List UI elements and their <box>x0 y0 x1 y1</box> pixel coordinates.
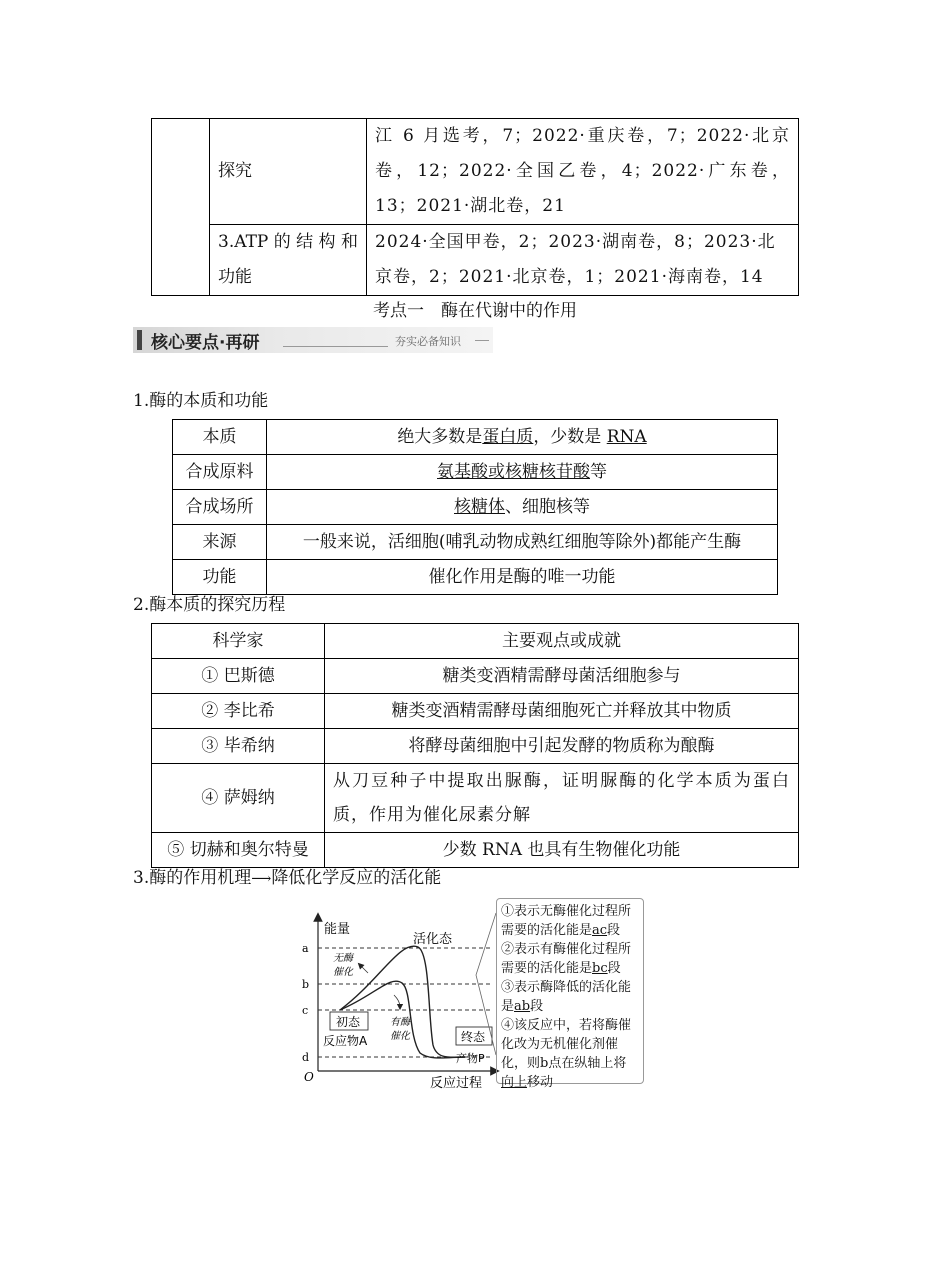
y-axis-label: 能量 <box>324 922 351 937</box>
discovery-history-table <box>151 623 799 868</box>
row-value: 催化作用是酶的唯一功能 <box>267 560 778 595</box>
heading-1: 1.酶的本质和功能 <box>133 391 269 411</box>
note-text: ③表示酶降低的活化能是 <box>501 980 632 1014</box>
initial-state-label: 初态 <box>336 1015 361 1029</box>
row-label: 合成原料 <box>173 455 267 490</box>
underlined-answer: 氨基酸或核糖核苷酸 <box>437 462 590 482</box>
achievement-cell: 从刀豆种子中提取出脲酶，证明脲酶的化学本质为蛋白质，作用为催化尿素分解 <box>325 764 799 833</box>
table-row <box>173 420 778 455</box>
section-banner <box>133 327 493 353</box>
pointer-arrow-icon <box>360 965 368 973</box>
text: 等 <box>590 462 607 482</box>
note-text: 段 <box>530 999 544 1014</box>
scientist-cell: ⑤ 切赫和奥尔特曼 <box>152 833 325 868</box>
achievement-cell: 少数 RNA 也具有生物催化功能 <box>325 833 799 868</box>
final-state-label: 终态 <box>461 1030 486 1044</box>
note-item <box>501 978 639 1016</box>
note-text: ②表示有酶催化过程所需要的活化能是 <box>501 942 632 976</box>
row-value <box>267 490 778 525</box>
table-row <box>173 525 778 560</box>
enzyme-nature-table <box>172 419 778 595</box>
level-d-label: d <box>302 1051 310 1064</box>
table-row <box>152 729 799 764</box>
banner-rule-end <box>475 340 489 341</box>
table-row <box>152 694 799 729</box>
topic-cell: 3.ATP 的 结 构 和 功能 <box>210 225 367 296</box>
underlined-answer: bc <box>592 961 608 976</box>
table-row <box>173 490 778 525</box>
text: ，少数是 <box>533 427 607 447</box>
achievement-cell: 糖类变酒精需酵母菌活细胞参与 <box>325 659 799 694</box>
banner-subtitle: 夯实必备知识 <box>395 335 461 348</box>
level-c-label: c <box>302 1004 309 1017</box>
table-row <box>152 225 799 296</box>
row-value <box>267 455 778 490</box>
activation-energy-diagram <box>290 895 500 1090</box>
table-row <box>173 455 778 490</box>
underlined-answer: ac <box>592 923 608 938</box>
scientist-cell: ④ 萨姆纳 <box>152 764 325 833</box>
scientist-cell: ② 李比希 <box>152 694 325 729</box>
right-arrow-icon: ⟶ <box>251 871 272 887</box>
column-header: 科学家 <box>152 624 325 659</box>
achievement-cell: 糖类变酒精需酵母菌细胞死亡并释放其中物质 <box>325 694 799 729</box>
row-label: 来源 <box>173 525 267 560</box>
row-label: 本质 <box>173 420 267 455</box>
topic-cell: 探究 <box>210 119 367 225</box>
heading-3-text: 3.酶的作用机理 <box>133 868 252 888</box>
note-text: 段 <box>607 923 621 938</box>
diagram-notes-box <box>496 898 644 1090</box>
note-text: 段 <box>607 961 621 976</box>
underlined-answer: ab <box>514 999 531 1014</box>
achievement-cell: 将酵母菌细胞中引起发酵的物质称为酿酶 <box>325 729 799 764</box>
product-label: 产物P <box>456 1052 485 1065</box>
underlined-answer: 向上 <box>501 1075 528 1090</box>
note-text: 移动 <box>527 1075 554 1090</box>
origin-label: O <box>304 1070 314 1084</box>
row-label: 功能 <box>173 560 267 595</box>
column-header: 主要观点或成就 <box>325 624 799 659</box>
no-enzyme-label: 无酶催化 <box>333 953 353 978</box>
table-cell-empty <box>152 119 210 296</box>
underlined-answer: RNA <box>606 427 647 447</box>
row-value <box>267 420 778 455</box>
table-row <box>152 764 799 833</box>
heading-3-text: 降低化学反应的活化能 <box>271 868 442 888</box>
banner-title: 核心要点·再研 <box>151 333 260 353</box>
scientist-cell: ③ 毕希纳 <box>152 729 325 764</box>
pointer-arrow-icon <box>394 995 400 1007</box>
note-item <box>501 1016 639 1092</box>
table-header-row <box>152 624 799 659</box>
note-text: ①表示无酶催化过程所需要的活化能是 <box>501 904 632 938</box>
text: 绝大多数是 <box>397 427 483 447</box>
text: 、细胞核等 <box>505 497 590 517</box>
note-text: ④该反应中，若将酶催化改为无机催化剂催化，则b点在纵轴上将 <box>501 1018 632 1071</box>
section-title: 考点一 酶在代谢中的作用 <box>373 301 577 321</box>
table-row <box>152 119 799 225</box>
heading-2: 2.酶本质的探究历程 <box>133 595 286 615</box>
reactant-label: 反应物A <box>323 1034 368 1048</box>
underlined-answer: 蛋白质 <box>482 427 534 447</box>
note-item <box>501 902 639 940</box>
level-a-label: a <box>302 942 309 955</box>
table-row <box>152 659 799 694</box>
with-enzyme-label: 有酶催化 <box>390 1017 410 1042</box>
refs-cell: 江 6 月选考，7；2022·重庆卷，7；2022·北京卷，12；2022·全国乙卷，4；2022·广东卷，13；2021·湖北卷，21 <box>367 119 799 225</box>
scientist-cell: ① 巴斯德 <box>152 659 325 694</box>
peak-label: 活化态 <box>413 932 453 947</box>
exam-reference-table <box>151 118 799 296</box>
row-value: 一般来说，活细胞(哺乳动物成熟红细胞等除外)都能产生酶 <box>267 525 778 560</box>
heading-3 <box>133 863 441 888</box>
banner-rule <box>283 346 388 347</box>
note-item <box>501 940 639 978</box>
level-b-label: b <box>302 978 310 991</box>
banner-marker <box>137 330 142 350</box>
underlined-answer: 核糖体 <box>454 497 505 517</box>
x-axis-label: 反应过程 <box>430 1076 483 1090</box>
row-label: 合成场所 <box>173 490 267 525</box>
refs-cell: 2024·全国甲卷，2；2023·湖南卷，8；2023·北京卷，2；2021·北京卷，1；2021·海南卷，14 <box>367 225 799 296</box>
